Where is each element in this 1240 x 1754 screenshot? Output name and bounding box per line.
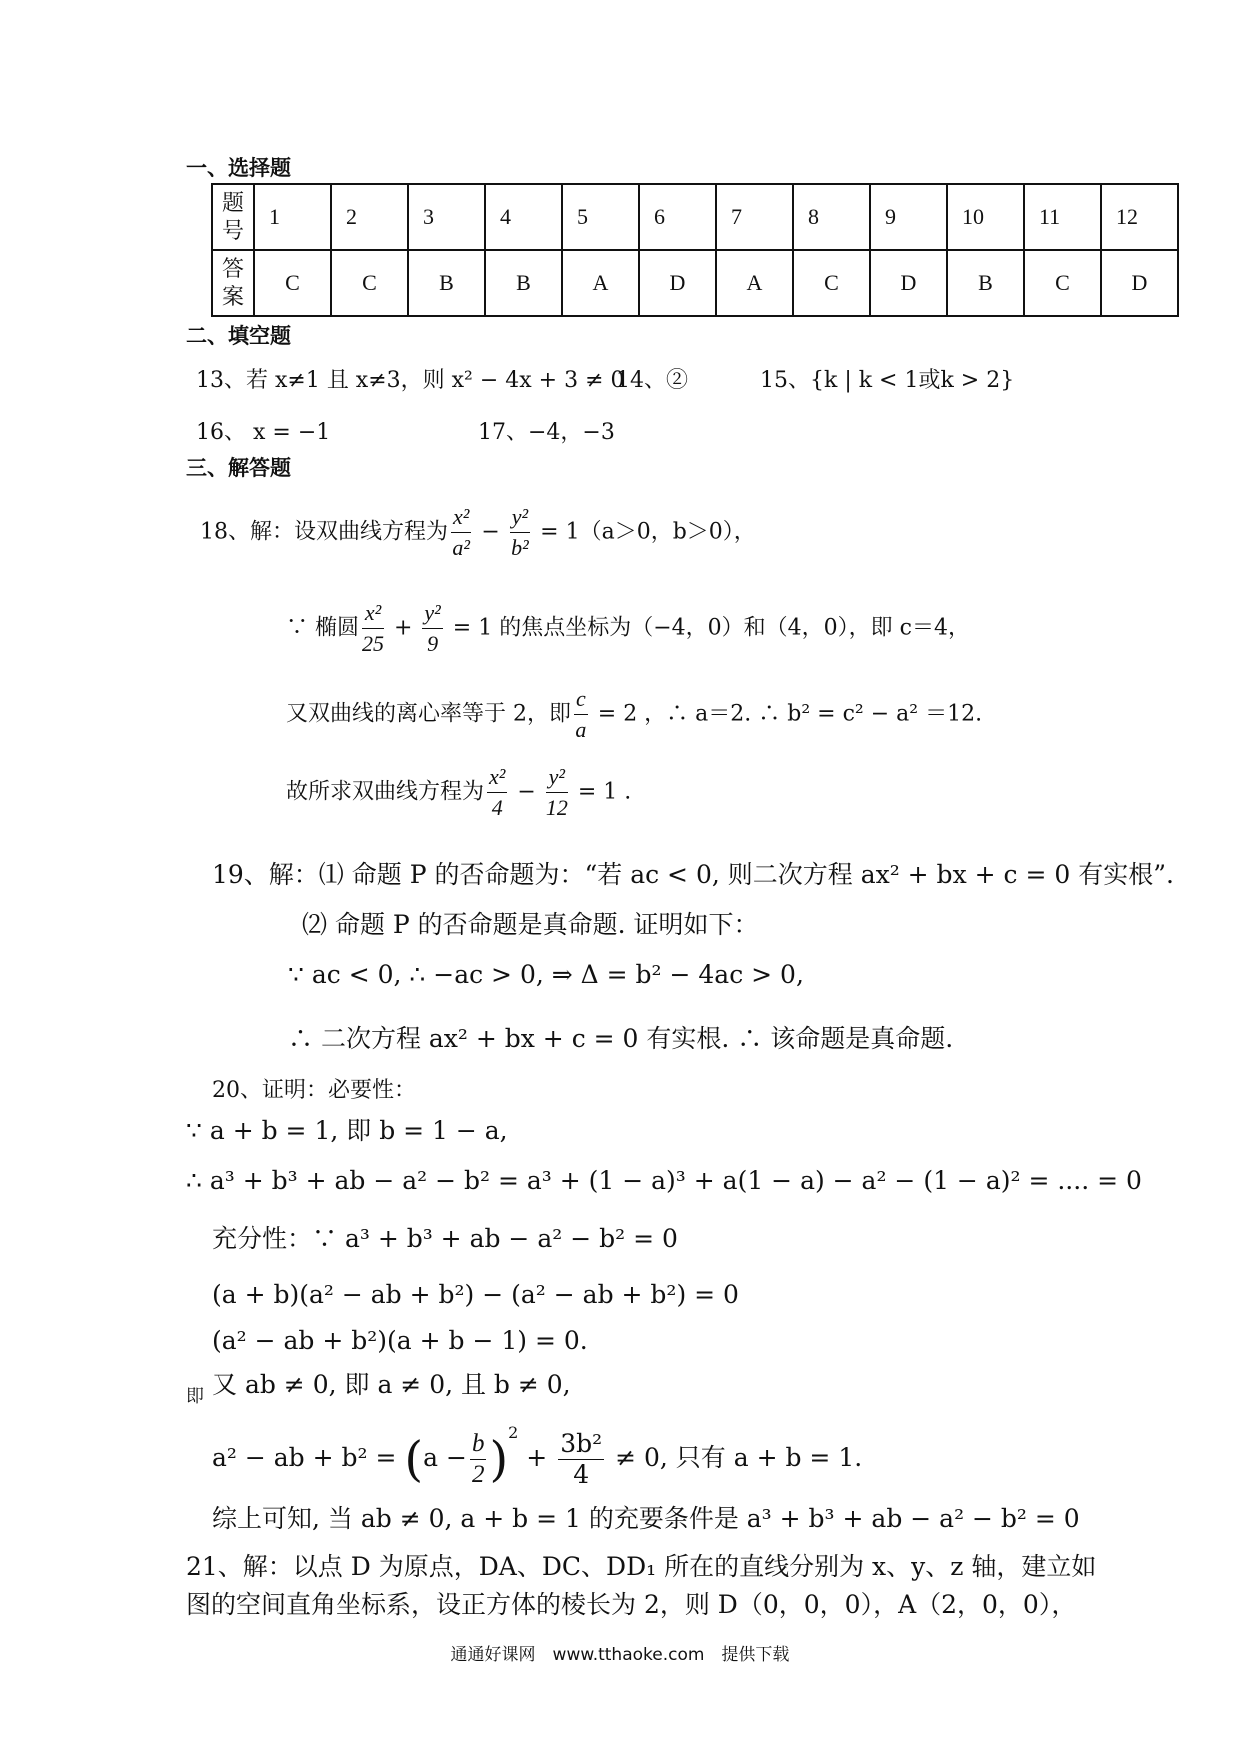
table-cell: B [947, 250, 1024, 316]
q18-text: 18、解：设双曲线方程为 [200, 519, 448, 545]
section-title-solve: 三、解答题 [186, 456, 291, 480]
q21-line-1: 21、解：以点 D 为原点，DA、DC、DD₁ 所在的直线分别为 x、y、z 轴，建立如 [186, 1552, 1097, 1581]
fraction: $\frac{c}{a}$ [575, 686, 587, 742]
fraction: $\frac{\text{x²}}{4}$ [489, 764, 506, 820]
table-cell: C [1024, 250, 1101, 316]
table-cell: 12 [1101, 184, 1178, 250]
q18-text: 又双曲线的离心率等于 2，即 [286, 701, 571, 727]
q19-line-1: 19、解：⑴ 命题 P 的否命题为：“若 ac < 0, 则二次方程 ax² + bx + c = 0 有实根”. [212, 860, 1174, 889]
q19-line-4: ∴ 二次方程 ax² + bx + c = 0 有实根. ∴ 该命题是真命题. [288, 1024, 954, 1053]
table-cell: 5 [562, 184, 639, 250]
q18-line-2: ∵ 椭圆 $\frac{\text{x²}}{25}$ + $\frac{\text{y²}}{9}$ = 1 的焦点坐标为（−4，0）和（4，0），即 c＝4， [286, 598, 970, 659]
table-cell: C [793, 250, 870, 316]
answer-17: 17、−4，−3 [478, 420, 615, 445]
answer-16: 16、 x = −1 [196, 420, 331, 445]
answer-table [211, 183, 1179, 317]
table-cell: A [562, 250, 639, 316]
table-cell: 7 [716, 184, 793, 250]
table-cell: 6 [639, 184, 716, 250]
answer-15: 15、{k | k < 1或k > 2} [760, 368, 1015, 393]
table-row [212, 250, 1178, 316]
q18-text: = 1（a＞0，b＞0）， [540, 519, 756, 545]
q20-line-8: a² − ab + b² = (a − $\frac{b}{2}$ )$^2$ + $\frac{\text{3b²}}{4}$ ≠ 0, 只有 a + b = 1. [212, 1423, 863, 1489]
q18-text: ∵ 椭圆 [286, 615, 359, 641]
q20-line-4: 充分性：∵ a³ + b³ + ab − a² − b² = 0 [212, 1224, 678, 1253]
fraction: $\frac{\text{y²}}{12}$ [545, 764, 568, 820]
table-cell: 9 [870, 184, 947, 250]
section-title-choice: 一、选择题 [186, 156, 291, 180]
q20-line-7: 又 ab ≠ 0, 即 a ≠ 0, 且 b ≠ 0, [212, 1370, 571, 1399]
table-cell: 1 [254, 184, 331, 250]
fraction: $\frac{\text{x²}}{25}$ [362, 600, 384, 656]
fraction: $\frac{\text{y²}}{9}$ [424, 600, 441, 656]
q18-line-4: 故所求双曲线方程为 $\frac{\text{x²}}{4}$ − $\frac{\text{y²}}{12}$ = 1 . [286, 762, 631, 823]
fraction: $\frac{\text{3b²}}{4}$ [560, 1429, 603, 1489]
table-cell: 3 [408, 184, 485, 250]
section-title-fill: 二、填空题 [186, 324, 291, 348]
table-cell: 8 [793, 184, 870, 250]
table-cell: A [716, 250, 793, 316]
answer-13: 13、若 x≠1 且 x≠3，则 x² − 4x + 3 ≠ 0 [196, 368, 625, 393]
q20-text: ≠ 0, 只有 a + b = 1. [615, 1443, 863, 1472]
fraction: $\frac{\text{y²}}{\text{b²}}$ [511, 504, 529, 560]
q19-line-3: ∵ ac < 0, ∴ −ac > 0, ⇒ Δ = b² − 4ac > 0, [288, 960, 804, 989]
table-cell: D [1101, 250, 1178, 316]
q20-line-9: 综上可知, 当 ab ≠ 0, a + b = 1 的充要条件是 a³ + b³ + ab − a² − b² = 0 [212, 1504, 1080, 1533]
table-label-number: 题 号 [212, 184, 254, 250]
table-cell: C [331, 250, 408, 316]
table-cell: C [254, 250, 331, 316]
q18-text: = 1 . [577, 779, 632, 805]
table-cell: D [639, 250, 716, 316]
table-cell: 11 [1024, 184, 1101, 250]
q18-text: = 2 ，∴ a＝2. ∴ b² = c² − a² ＝12. [597, 701, 983, 727]
q20-line-1: 20、证明：必要性： [212, 1078, 416, 1103]
q18-line-1: 18、解：设双曲线方程为 $\frac{\text{x²}}{\text{a²}}$ − $\frac{\text{y²}}{\text{b²}}$ = 1（a＞0，b＞0）， [200, 502, 756, 563]
table-cell: D [870, 250, 947, 316]
table-cell: B [485, 250, 562, 316]
q20-line-6: (a² − ab + b²)(a + b − 1) = 0. [212, 1326, 588, 1355]
table-label-answer: 答 案 [212, 250, 254, 316]
table-row [212, 184, 1178, 250]
fraction: $\frac{b}{2}$ [471, 1430, 485, 1488]
table-cell: B [408, 250, 485, 316]
answer-14: 14、② [616, 368, 688, 393]
table-cell: 4 [485, 184, 562, 250]
fraction: $\frac{\text{x²}}{\text{a²}}$ [452, 504, 470, 560]
q20-line-2: ∵ a + b = 1, 即 b = 1 − a, [186, 1116, 508, 1145]
q20-line-5: (a + b)(a² − ab + b²) − (a² − ab + b²) = 0 [212, 1280, 739, 1309]
q18-text: 故所求双曲线方程为 [286, 779, 485, 805]
q19-line-2: ⑵ 命题 P 的否命题是真命题. 证明如下： [302, 910, 759, 939]
q18-line-3 [286, 684, 982, 745]
q20-line-3: ∴ a³ + b³ + ab − a² − b² = a³ + (1 − a)³ + a(1 − a) − a² − (1 − a)² = .... = 0 [186, 1166, 1142, 1195]
table-cell: 10 [947, 184, 1024, 250]
q21-line-2: 图的空间直角坐标系，设正方体的棱长为 2，则 D（0，0，0），A（2，0，0）， [186, 1590, 1077, 1619]
page-footer: 通通好课网 www.tthaoke.com 提供下载 [450, 1645, 790, 1665]
table-cell: 2 [331, 184, 408, 250]
q20-text: a² − ab + b² = [212, 1443, 397, 1472]
q20-small-label: 即 [186, 1386, 204, 1407]
q18-text: = 1 的焦点坐标为（−4，0）和（4，0），即 c＝4， [452, 615, 970, 641]
